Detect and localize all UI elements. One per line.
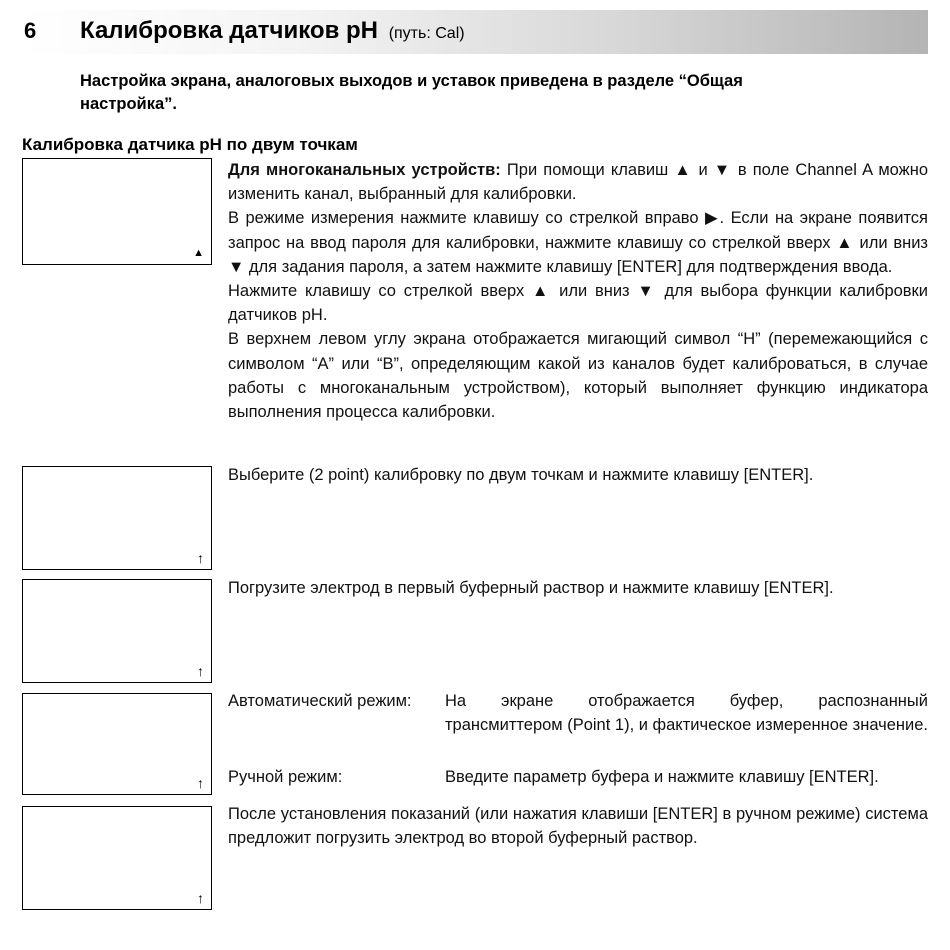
step2-paragraph: Выберите (2 point) калибровку по двум точкам и нажмите клавишу [ENTER]. [228,466,814,484]
manual-mode-label: Ручной режим: [228,768,343,786]
section-path: (путь: Cal) [388,25,465,42]
up-arrow-icon: ↑ [197,775,204,791]
display-screen-3 [22,579,212,683]
display-screen-1 [22,158,212,265]
step5-text [228,802,928,850]
step3-paragraph: Погрузите электрод в первый буферный раствор и нажмите клавишу [ENTER]. [228,579,834,597]
display-screen-4 [22,693,212,795]
auto-mode-text: На экране отображается буфер, распознанный трансмиттером (Point 1), и фактическое измеренное значение. [445,692,929,735]
step1-paragraph-1 [228,158,928,206]
section-title [80,17,465,45]
step1-paragraph-3: Нажмите клавишу со стрелкой вверх ▲ или вниз ▼ для выбора функции калибровки датчиков pH. [228,282,928,325]
section-header [22,10,928,54]
step5-paragraph: После установления показаний (или нажатия клавиши [ENTER] в ручном режиме) система предложит погрузить электрод во второй буферный раствор. [228,805,928,848]
display-screen-2 [22,466,212,570]
step2-text [228,463,928,487]
section-number: 6 [24,18,37,43]
multichannel-text: При помощи клавиш ▲ и ▼ в поле Channel A можно изменить канал, выбранный для калибровки. [228,161,928,204]
up-arrow-icon: ↑ [197,663,204,679]
up-arrow-icon: ↑ [197,550,204,566]
step1-paragraph-2: В режиме измерения нажмите клавишу со стрелкой вправо ▶. Если на экране появится запрос на ввод пароля для калибровки, нажмите клавишу со стрелкой вверх ▲ или вниз ▼ для задания пароля, а затем нажмите клавишу [ENTER] для подтверждения ввода. [228,209,928,276]
step1-paragraph-4: В верхнем левом углу экрана отображается мигающий символ “H” (перемежающийся с символом “A” или “B”, определяющим какой из каналов будет калиброваться, в случае работы с многоканальным устройством), который выполняет функцию индикатора выполнения процесса калибровки. [228,330,928,422]
auto-mode-label: Автоматический режим: [228,692,412,710]
display-screen-5 [22,806,212,910]
section-title-text: Калибровка датчиков pH [80,17,379,44]
intro-note: Настройка экрана, аналоговых выходов и уставок приведена в разделе “Общая настройка”. [80,72,743,113]
auto-mode-row [228,689,928,763]
subsection-heading: Калибровка датчика pH по двум точкам [22,135,358,154]
step3-text [228,576,928,600]
multichannel-label: Для многоканальных устройств: [228,161,501,179]
step1-text [228,158,928,424]
up-triangle-icon: ▲ [193,247,204,259]
up-arrow-icon: ↑ [197,890,204,906]
manual-mode-text: Введите параметр буфера и нажмите клавишу [ENTER]. [445,768,879,786]
manual-mode-row [228,765,928,790]
